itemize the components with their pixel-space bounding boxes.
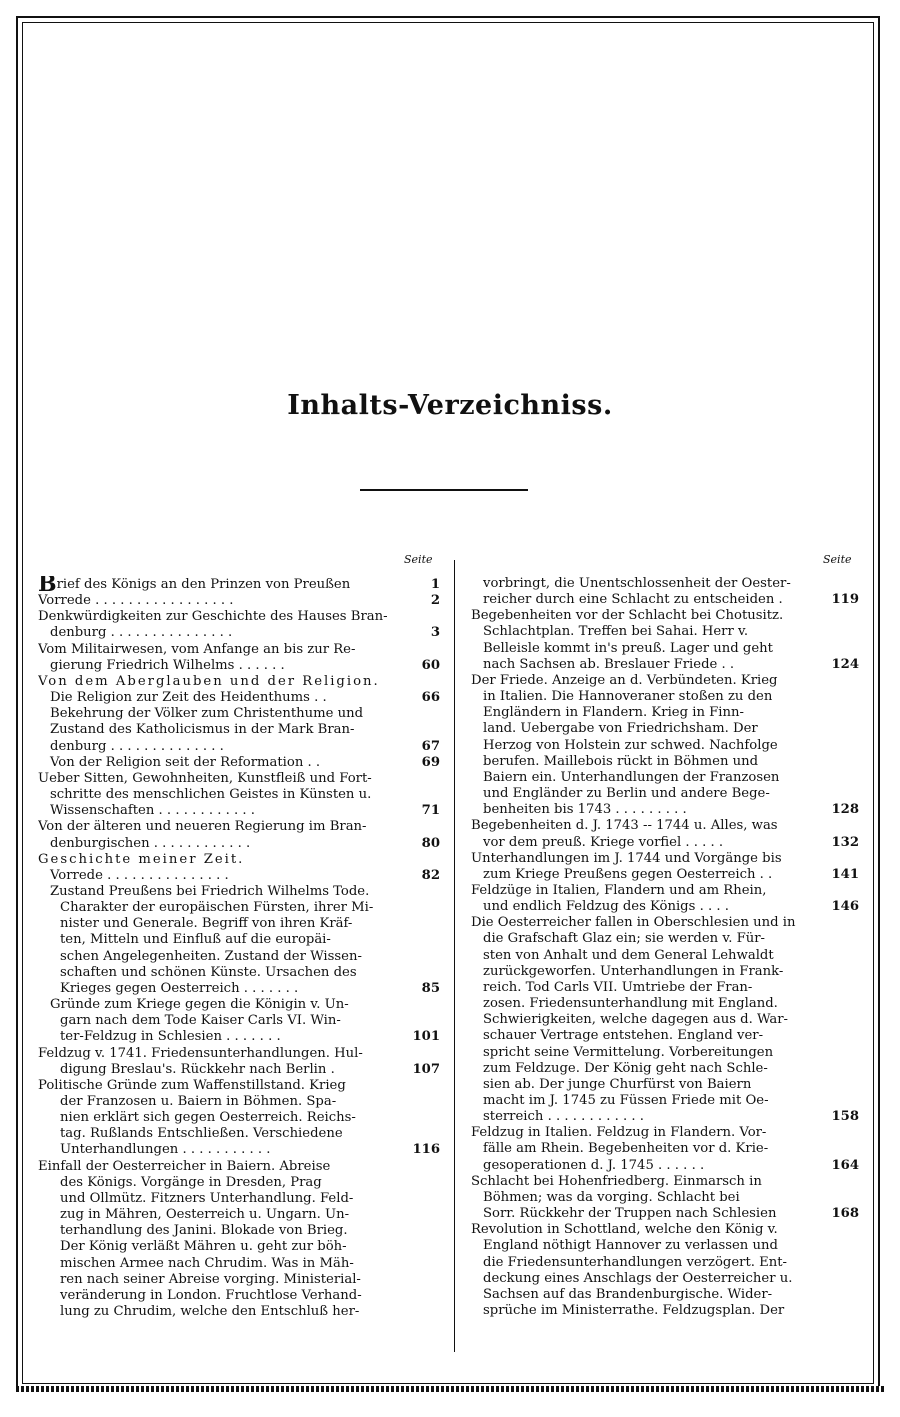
- toc-line: [38, 1207, 440, 1223]
- toc-page-number: 119: [831, 592, 859, 608]
- toc-line: [471, 996, 859, 1012]
- toc-line-text: Politische Gründe zum Waffenstillstand. Krieg: [38, 1077, 346, 1093]
- toc-line: [471, 1141, 859, 1157]
- toc-page-number: 85: [421, 980, 440, 996]
- toc-line-text: Einfall der Oesterreicher in Baiern. Abreise: [38, 1158, 331, 1174]
- toc-line: [471, 1238, 859, 1254]
- toc-line: [471, 673, 859, 689]
- toc-line: [38, 884, 440, 900]
- toc-line-text: zurückgeworfen. Unterhandlungen in Frank-: [483, 963, 784, 979]
- toc-line-text: nach Sachsen ab. Breslauer Friede . .: [483, 656, 735, 672]
- toc-line: [471, 1061, 859, 1077]
- toc-line-text: sten von Anhalt und dem General Lehwaldt: [483, 947, 774, 963]
- toc-line: [38, 576, 440, 593]
- toc-line-text: Brief des Königs an den Prinzen von Preußen: [38, 576, 351, 594]
- toc-line: [471, 1255, 859, 1271]
- toc-line: [38, 690, 440, 706]
- toc-line: [38, 949, 440, 965]
- toc-line: [471, 948, 859, 964]
- toc-line-text: Unterhandlungen im J. 1744 und Vorgänge bis: [471, 850, 782, 866]
- toc-line-text: Von der älteren und neueren Regierung im Bran-: [38, 819, 367, 835]
- toc-line-text: denburg . . . . . . . . . . . . . . .: [50, 625, 233, 641]
- toc-line-text: Die Oesterreicher fallen in Oberschlesien und in: [471, 915, 796, 931]
- toc-line: [38, 916, 440, 932]
- toc-line-text: Baiern ein. Unterhandlungen der Franzosen: [483, 769, 780, 785]
- toc-line-text: Schlacht bei Hohenfriedberg. Einmarsch in: [471, 1173, 762, 1189]
- toc-line: [471, 1012, 859, 1028]
- toc-line: [471, 867, 859, 883]
- toc-line-text: Vom Militairwesen, vom Anfange an bis zur Re-: [38, 641, 356, 657]
- toc-line-text: berufen. Maillebois rückt in Böhmen und: [483, 753, 759, 769]
- toc-line: [38, 1175, 440, 1191]
- toc-line-text: Schwierigkeiten, welche dagegen aus d. War-: [483, 1012, 789, 1028]
- toc-line: [38, 739, 440, 755]
- toc-page-number: 128: [831, 802, 859, 818]
- toc-line: [471, 915, 859, 931]
- toc-line-text: gierung Friedrich Wilhelms . . . . . .: [50, 657, 285, 673]
- toc-line-text: schen Angelegenheiten. Zustand der Wissen-: [60, 948, 362, 964]
- toc-line-text: zum Kriege Preußens gegen Oesterreich . .: [483, 866, 773, 882]
- toc-line: [38, 1126, 440, 1142]
- toc-line-text: Denkwürdigkeiten zur Geschichte des Hauses Bran-: [38, 609, 388, 625]
- toc-line-text: ten, Mitteln und Einfluß auf die europäi-: [60, 932, 331, 948]
- toc-line-text: lung zu Chrudim, welche den Entschluß her-: [60, 1304, 360, 1320]
- toc-line: [471, 689, 859, 705]
- toc-line: [471, 721, 859, 737]
- toc-line-text: Vorrede . . . . . . . . . . . . . . . . .: [38, 593, 234, 609]
- toc-entries-left: [38, 576, 440, 1320]
- toc-line-text: Die Religion zur Zeit des Heidenthums . .: [50, 690, 327, 706]
- toc-line-text: Bekehrung der Völker zum Christenthume und: [50, 706, 364, 722]
- toc-line: [38, 1046, 440, 1062]
- toc-line: [38, 1191, 440, 1207]
- toc-line: [471, 1174, 859, 1190]
- toc-line: [38, 1062, 440, 1078]
- toc-page-number: 67: [421, 738, 440, 754]
- toc-line: [471, 1109, 859, 1125]
- toc-line: [38, 1223, 440, 1239]
- toc-page-number: 3: [430, 625, 440, 641]
- toc-line-text: veränderung in London. Fruchtlose Verhand-: [60, 1287, 362, 1303]
- toc-line: [471, 1125, 859, 1141]
- toc-line-text: macht im J. 1745 zu Füssen Friede mit Oe-: [483, 1093, 769, 1108]
- toc-line: [38, 1159, 440, 1175]
- toc-line-text: schritte des menschlichen Geistes in Künsten u.: [50, 787, 372, 803]
- toc-line: [38, 625, 440, 641]
- toc-line: [471, 1077, 859, 1093]
- toc-line-text: vor dem preuß. Kriege vorfiel . . . . .: [483, 834, 724, 850]
- toc-line: [471, 802, 859, 818]
- toc-line: [38, 642, 440, 658]
- toc-line-text: und endlich Feldzug des Königs . . . .: [483, 899, 729, 915]
- toc-line: [471, 1093, 859, 1109]
- toc-line-text: Feldzüge in Italien, Flandern und am Rhein,: [471, 882, 767, 898]
- toc-column-right: [471, 552, 859, 1319]
- toc-line-text: Belleisle kommt in's preuß. Lager und geht: [483, 640, 773, 656]
- page-border-bottom: [16, 1386, 884, 1392]
- toc-line-text: mischen Armee nach Chrudim. Was in Mäh-: [60, 1255, 354, 1271]
- toc-line: [38, 819, 440, 835]
- toc-line: [471, 818, 859, 834]
- toc-line-text: zum Feldzuge. Der König geht nach Schle-: [483, 1060, 768, 1076]
- toc-line: [38, 1142, 440, 1158]
- toc-line-text: Charakter der europäischen Fürsten, ihrer Mi-: [60, 900, 374, 916]
- toc-line-text: und Engländer zu Berlin und andere Bege-: [483, 786, 770, 802]
- toc-page-number: 82: [421, 867, 440, 883]
- toc-line-text: terhandlung des Janini. Blokade von Brieg.: [60, 1223, 348, 1239]
- toc-line: [471, 770, 859, 786]
- toc-page-number: 1: [430, 577, 440, 592]
- toc-line: [471, 1206, 859, 1222]
- toc-line: [471, 883, 859, 899]
- toc-line-text: England nöthigt Hannover zu verlassen und: [483, 1238, 778, 1254]
- toc-line: [471, 754, 859, 770]
- toc-line-text: zosen. Friedensunterhandlung mit England.: [483, 996, 778, 1012]
- toc-line-text: digung Breslau's. Rückkehr nach Berlin .: [60, 1061, 335, 1077]
- toc-line: [38, 706, 440, 722]
- toc-line: [38, 658, 440, 674]
- toc-line: [38, 900, 440, 916]
- toc-line-text: nien erklärt sich gegen Oesterreich. Reichs-: [60, 1110, 356, 1126]
- toc-line: [38, 787, 440, 803]
- toc-line: [38, 1304, 440, 1320]
- toc-page-number: 2: [430, 593, 440, 609]
- toc-line-text: Begebenheiten d. J. 1743 -- 1744 u. Alles, was: [471, 818, 778, 834]
- toc-line-text: nister und Generale. Begriff von ihren Kräf-: [60, 916, 353, 932]
- toc-line: [38, 1272, 440, 1288]
- toc-column-left: [38, 552, 440, 1320]
- toc-line-text: und Ollmütz. Fitzners Unterhandlung. Feld-: [60, 1190, 354, 1206]
- toc-line-text: Zustand des Katholicismus in der Mark Bran-: [50, 722, 355, 738]
- toc-line: [38, 1013, 440, 1029]
- toc-line-text: sterreich . . . . . . . . . . . .: [483, 1109, 644, 1125]
- toc-line-text: Schlachtplan. Treffen bei Sahai. Herr v.: [483, 624, 749, 640]
- toc-line: [471, 1287, 859, 1303]
- toc-line-text: deckung eines Anschlags der Oesterreicher u.: [483, 1270, 793, 1286]
- toc-line: [38, 722, 440, 738]
- toc-line: [38, 868, 440, 884]
- toc-line-text: Sorr. Rückkehr der Truppen nach Schlesien: [483, 1206, 777, 1222]
- toc-line-text: Krieges gegen Oesterreich . . . . . . .: [60, 980, 299, 996]
- toc-page-number: 132: [831, 834, 859, 850]
- toc-line-text: des Königs. Vorgänge in Dresden, Prag: [60, 1174, 322, 1190]
- toc-line-text: spricht seine Vermittelung. Vorbereitungen: [483, 1044, 774, 1060]
- toc-line-text: reicher durch eine Schlacht zu entscheiden .: [483, 592, 783, 608]
- page-title: Inhalts-Verzeichniss.: [287, 390, 613, 421]
- toc-line-text: Vorrede . . . . . . . . . . . . . . .: [50, 867, 229, 883]
- toc-line: [471, 786, 859, 802]
- toc-line: [38, 609, 440, 625]
- toc-line-text: Sachsen auf das Brandenburgische. Wider-: [483, 1286, 773, 1302]
- toc-line-text: land. Uebergabe von Friedrichsham. Der: [483, 721, 758, 737]
- toc-line: [38, 836, 440, 852]
- toc-line-text: Der König verläßt Mähren u. geht zur böh-: [60, 1239, 347, 1255]
- toc-line: [38, 1256, 440, 1272]
- toc-line: [471, 1271, 859, 1287]
- page-column-header-right: Seite: [823, 553, 852, 566]
- toc-page-number: 116: [412, 1142, 440, 1158]
- toc-line-text: Von der Religion seit der Reformation . .: [50, 754, 321, 770]
- toc-page-number: 107: [412, 1061, 440, 1077]
- toc-line-text: sien ab. Der junge Churfürst von Baiern: [483, 1076, 752, 1092]
- title-rule: [360, 489, 528, 491]
- toc-line: [471, 931, 859, 947]
- toc-line-text: reich. Tod Carls VII. Umtriebe der Fran-: [483, 979, 753, 995]
- toc-line-text: Der Friede. Anzeige an d. Verbündeten. Krieg: [471, 672, 778, 688]
- toc-line: [38, 932, 440, 948]
- toc-page-number: 60: [421, 657, 440, 673]
- toc-line-text: denburg . . . . . . . . . . . . . .: [50, 738, 224, 754]
- toc-page-number: 66: [421, 690, 440, 706]
- toc-line-text: fälle am Rhein. Begebenheiten vor d. Krie-: [483, 1141, 769, 1157]
- toc-line: [471, 1028, 859, 1044]
- toc-page-number: 80: [421, 835, 440, 851]
- toc-line: [471, 608, 859, 624]
- toc-line-text: zug in Mähren, Oesterreich u. Ungarn. Un-: [60, 1207, 350, 1223]
- toc-line-text: gesoperationen d. J. 1745 . . . . . .: [483, 1157, 705, 1173]
- toc-line-text: der Franzosen u. Baiern in Böhmen. Spa-: [60, 1094, 337, 1109]
- toc-line-text: Begebenheiten vor der Schlacht bei Chotusitz.: [471, 608, 784, 624]
- toc-line: [471, 592, 859, 608]
- toc-line-text: Von dem Aberglauben und der Religion.: [38, 673, 380, 689]
- toc-line-text: Herzog von Holstein zur schwed. Nachfolge: [483, 737, 778, 753]
- toc-entries-right: [471, 576, 859, 1319]
- toc-line-text: Feldzug in Italien. Feldzug in Flandern. Vor-: [471, 1125, 767, 1141]
- toc-line-text: garn nach dem Tode Kaiser Carls VI. Win-: [60, 1013, 341, 1029]
- toc-page-number: 124: [831, 656, 859, 672]
- toc-line-text: Wissenschaften . . . . . . . . . . . .: [50, 803, 255, 819]
- toc-line-text: Geschichte meiner Zeit.: [38, 851, 245, 867]
- toc-line: [38, 674, 440, 690]
- page-column-header-left: Seite: [404, 553, 433, 566]
- toc-line-text: Gründe zum Kriege gegen die Königin v. Un-: [50, 997, 349, 1013]
- toc-line-text: Engländern in Flandern. Krieg in Finn-: [483, 705, 744, 721]
- toc-line: [38, 755, 440, 771]
- toc-line-text: Zustand Preußens bei Friedrich Wilhelms Tode.: [50, 883, 370, 899]
- toc-line: [38, 997, 440, 1013]
- toc-line: [471, 1303, 859, 1319]
- toc-line: [38, 1288, 440, 1304]
- toc-line: [38, 1029, 440, 1045]
- toc-line-text: Unterhandlungen . . . . . . . . . . .: [60, 1142, 271, 1158]
- toc-line: [38, 593, 440, 609]
- toc-line-text: denburgischen . . . . . . . . . . . .: [50, 835, 251, 851]
- toc-line-text: tag. Rußlands Entschließen. Verschiedene: [60, 1126, 343, 1142]
- toc-line: [471, 1190, 859, 1206]
- toc-line: [471, 624, 859, 640]
- toc-line: [471, 899, 859, 915]
- toc-line: [471, 738, 859, 754]
- column-divider: [454, 560, 455, 1352]
- toc-line: [38, 852, 440, 868]
- toc-line-text: ter-Feldzug in Schlesien . . . . . . .: [60, 1029, 281, 1045]
- toc-line: [471, 835, 859, 851]
- toc-line: [38, 1078, 440, 1094]
- toc-line: [471, 964, 859, 980]
- toc-page-number: 158: [831, 1109, 859, 1125]
- toc-line: [38, 771, 440, 787]
- toc-line: [471, 641, 859, 657]
- toc-line: [471, 705, 859, 721]
- toc-line: [38, 803, 440, 819]
- toc-line-text: Ueber Sitten, Gewohnheiten, Kunstfleiß und Fort-: [38, 770, 372, 786]
- toc-line-text: schaften und schönen Künste. Ursachen des: [60, 964, 357, 980]
- toc-line-text: schauer Vertrage entstehen. England ver-: [483, 1028, 764, 1044]
- toc-line-text: vorbringt, die Unentschlossenheit der Oester-: [483, 576, 791, 591]
- toc-line-text: benheiten bis 1743 . . . . . . . . .: [483, 802, 687, 818]
- toc-line-text: in Italien. Die Hannoveraner stoßen zu den: [483, 689, 773, 705]
- toc-line-text: Böhmen; was da vorging. Schlacht bei: [483, 1189, 740, 1205]
- toc-line-text: die Grafschaft Glaz ein; sie werden v. Für-: [483, 931, 766, 947]
- toc-line-text: ren nach seiner Abreise vorging. Ministerial-: [60, 1271, 361, 1287]
- toc-line-text: Revolution in Schottland, welche den König v.: [471, 1222, 778, 1238]
- toc-line: [471, 1158, 859, 1174]
- toc-line: [38, 1239, 440, 1255]
- toc-line: [38, 1094, 440, 1110]
- toc-line: [38, 1110, 440, 1126]
- toc-line: [471, 1222, 859, 1238]
- toc-page-number: 101: [412, 1029, 440, 1045]
- toc-line-text: Feldzug v. 1741. Friedensunterhandlungen. Hul-: [38, 1045, 363, 1061]
- toc-line-text: die Friedensunterhandlungen verzögert. Ent-: [483, 1254, 788, 1270]
- toc-line: [471, 1045, 859, 1061]
- toc-page-number: 69: [421, 754, 440, 770]
- toc-page-number: 71: [421, 803, 440, 819]
- toc-line: [38, 981, 440, 997]
- toc-line: [471, 576, 859, 592]
- toc-line-text: sprüche im Ministerrathe. Feldzugsplan. Der: [483, 1303, 785, 1319]
- toc-page-number: 141: [831, 866, 859, 882]
- toc-page-number: 168: [831, 1206, 859, 1222]
- toc-page-number: 146: [831, 899, 859, 915]
- toc-line: [38, 965, 440, 981]
- toc-line: [471, 657, 859, 673]
- toc-line: [471, 851, 859, 867]
- toc-page-number: 164: [831, 1157, 859, 1173]
- toc-line: [471, 980, 859, 996]
